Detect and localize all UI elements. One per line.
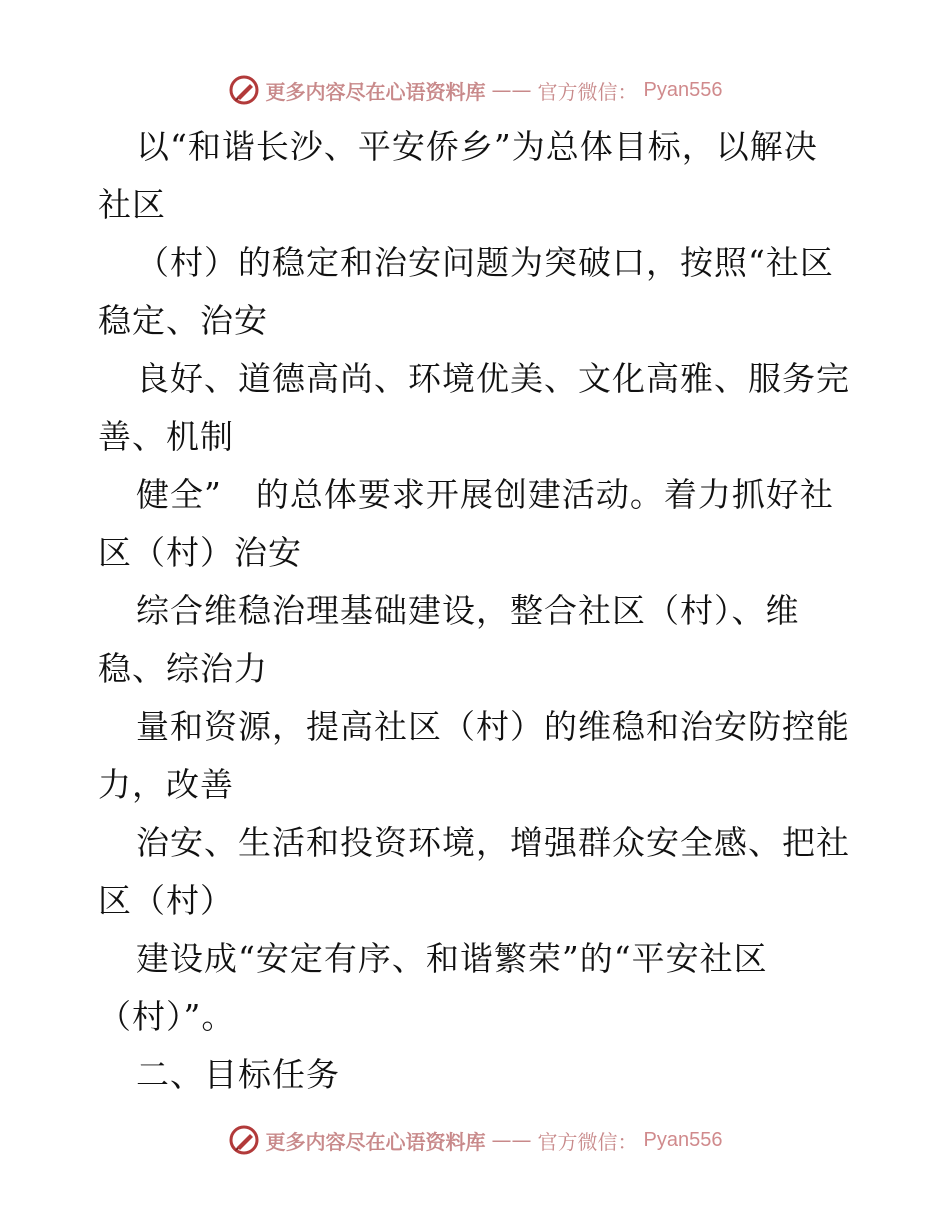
text-line: 社区 [98, 185, 166, 224]
header-dash: —— [491, 78, 532, 102]
text-line: 稳定、治安 [98, 301, 268, 340]
text-line: 善、机制 [98, 417, 234, 456]
text-line: 力，改善 [98, 765, 234, 804]
text-line: 治安、生活和投资环境，增强群众安全感、把社 [136, 823, 850, 862]
text-line: 区（村）治安 [98, 533, 302, 572]
footer-wechat-id: Pyan556 [643, 1128, 723, 1151]
text-line: 量和资源，提高社区（村）的维稳和治安防控能 [136, 707, 850, 746]
text-line: 稳、综治力 [98, 649, 268, 688]
document-body [98, 118, 858, 1104]
pen-logo-icon [228, 74, 260, 106]
text-line: 健全” 的总体要求开展创建活动。着力抓好社 [136, 475, 834, 514]
header-banner [0, 70, 950, 110]
footer-dash: —— [491, 1128, 532, 1152]
text-line: （村）”。 [98, 997, 236, 1036]
text-line: 建设成“安定有序、和谐繁荣”的“平安社区 [136, 939, 768, 978]
text-line: 综合维稳治理基础建设，整合社区（村）、维 [136, 591, 800, 630]
pen-logo-icon [228, 1124, 260, 1156]
header-brand-text: 更多内容尽在心语资料库 [265, 79, 486, 104]
header-banner-content [228, 74, 723, 106]
footer-banner-content [228, 1124, 723, 1156]
text-line: 区（村） [98, 881, 234, 920]
footer-banner [0, 1120, 950, 1160]
text-line: 二、目标任务 [136, 1055, 340, 1094]
text-line: 以“和谐长沙、平安侨乡”为总体目标，以解决 [136, 127, 818, 166]
header-wechat-id: Pyan556 [643, 78, 723, 101]
footer-wechat-label: 官方微信： [537, 1129, 638, 1154]
header-wechat-label: 官方微信： [537, 79, 638, 104]
text-line: （村）的稳定和治安问题为突破口，按照“社区 [136, 243, 834, 282]
text-line: 良好、道德高尚、环境优美、文化高雅、服务完 [136, 359, 850, 398]
footer-brand-text: 更多内容尽在心语资料库 [265, 1129, 486, 1154]
